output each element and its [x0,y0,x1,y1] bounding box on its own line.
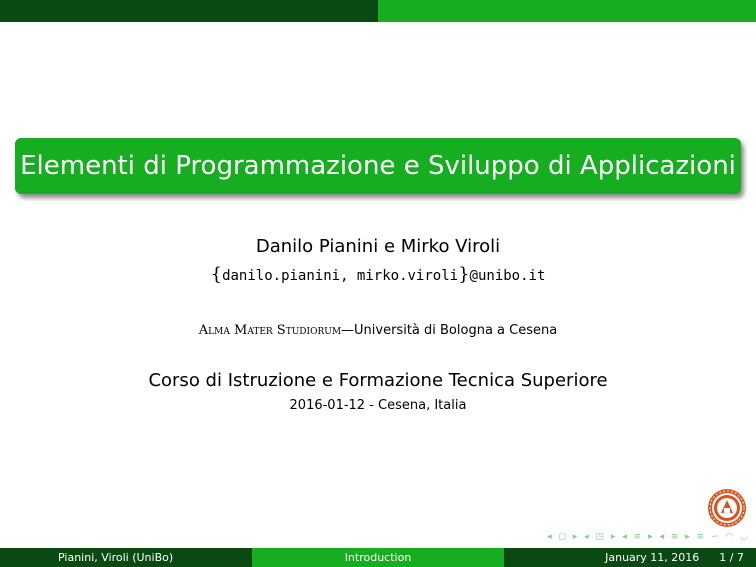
beamer-navigation-symbols[interactable]: ◂ ◻ ▸ ◂ ◳ ▸ ◂ ≡ ▸ ◂ ≡ ▸ ≡ ∽ ◠ ◡ [547,532,750,542]
email-domain: @unibo.it [469,268,546,284]
footer-page-number: 1 / 7 [719,551,744,564]
email-close-brace: } [458,264,470,285]
footer-date-page [504,548,756,567]
footer-section [252,548,504,567]
header-bar-left [0,0,378,22]
university-seal-icon [707,488,747,528]
slide-title: Elementi di Programmazione e Sviluppo di Applicazioni [20,151,736,181]
header-bar-right [378,0,756,22]
author-emails [0,264,756,285]
title-box [15,138,741,194]
footer-authors [0,548,252,567]
email-open-brace: { [210,264,223,285]
footer-date: January 11, 2016 [605,551,700,564]
date-location: 2016-01-12 - Cesena, Italia [289,398,467,413]
institute [0,323,756,338]
authors: Danilo Pianini e Mirko Viroli [255,236,501,257]
email-names: danilo.pianini, mirko.viroli [222,268,459,284]
footer-authors-text: Pianini, Viroli (UniBo) [58,551,174,564]
course-name: Corso di Istruzione e Formazione Tecnica Superiore [148,370,608,391]
institute-rest: —Università di Bologna a Cesena [341,323,558,338]
footer-bar [0,548,756,567]
footer-section-text: Introduction [344,551,412,564]
header-bar [0,0,756,22]
institute-smallcaps: Alma Mater Studiorum [198,323,342,338]
